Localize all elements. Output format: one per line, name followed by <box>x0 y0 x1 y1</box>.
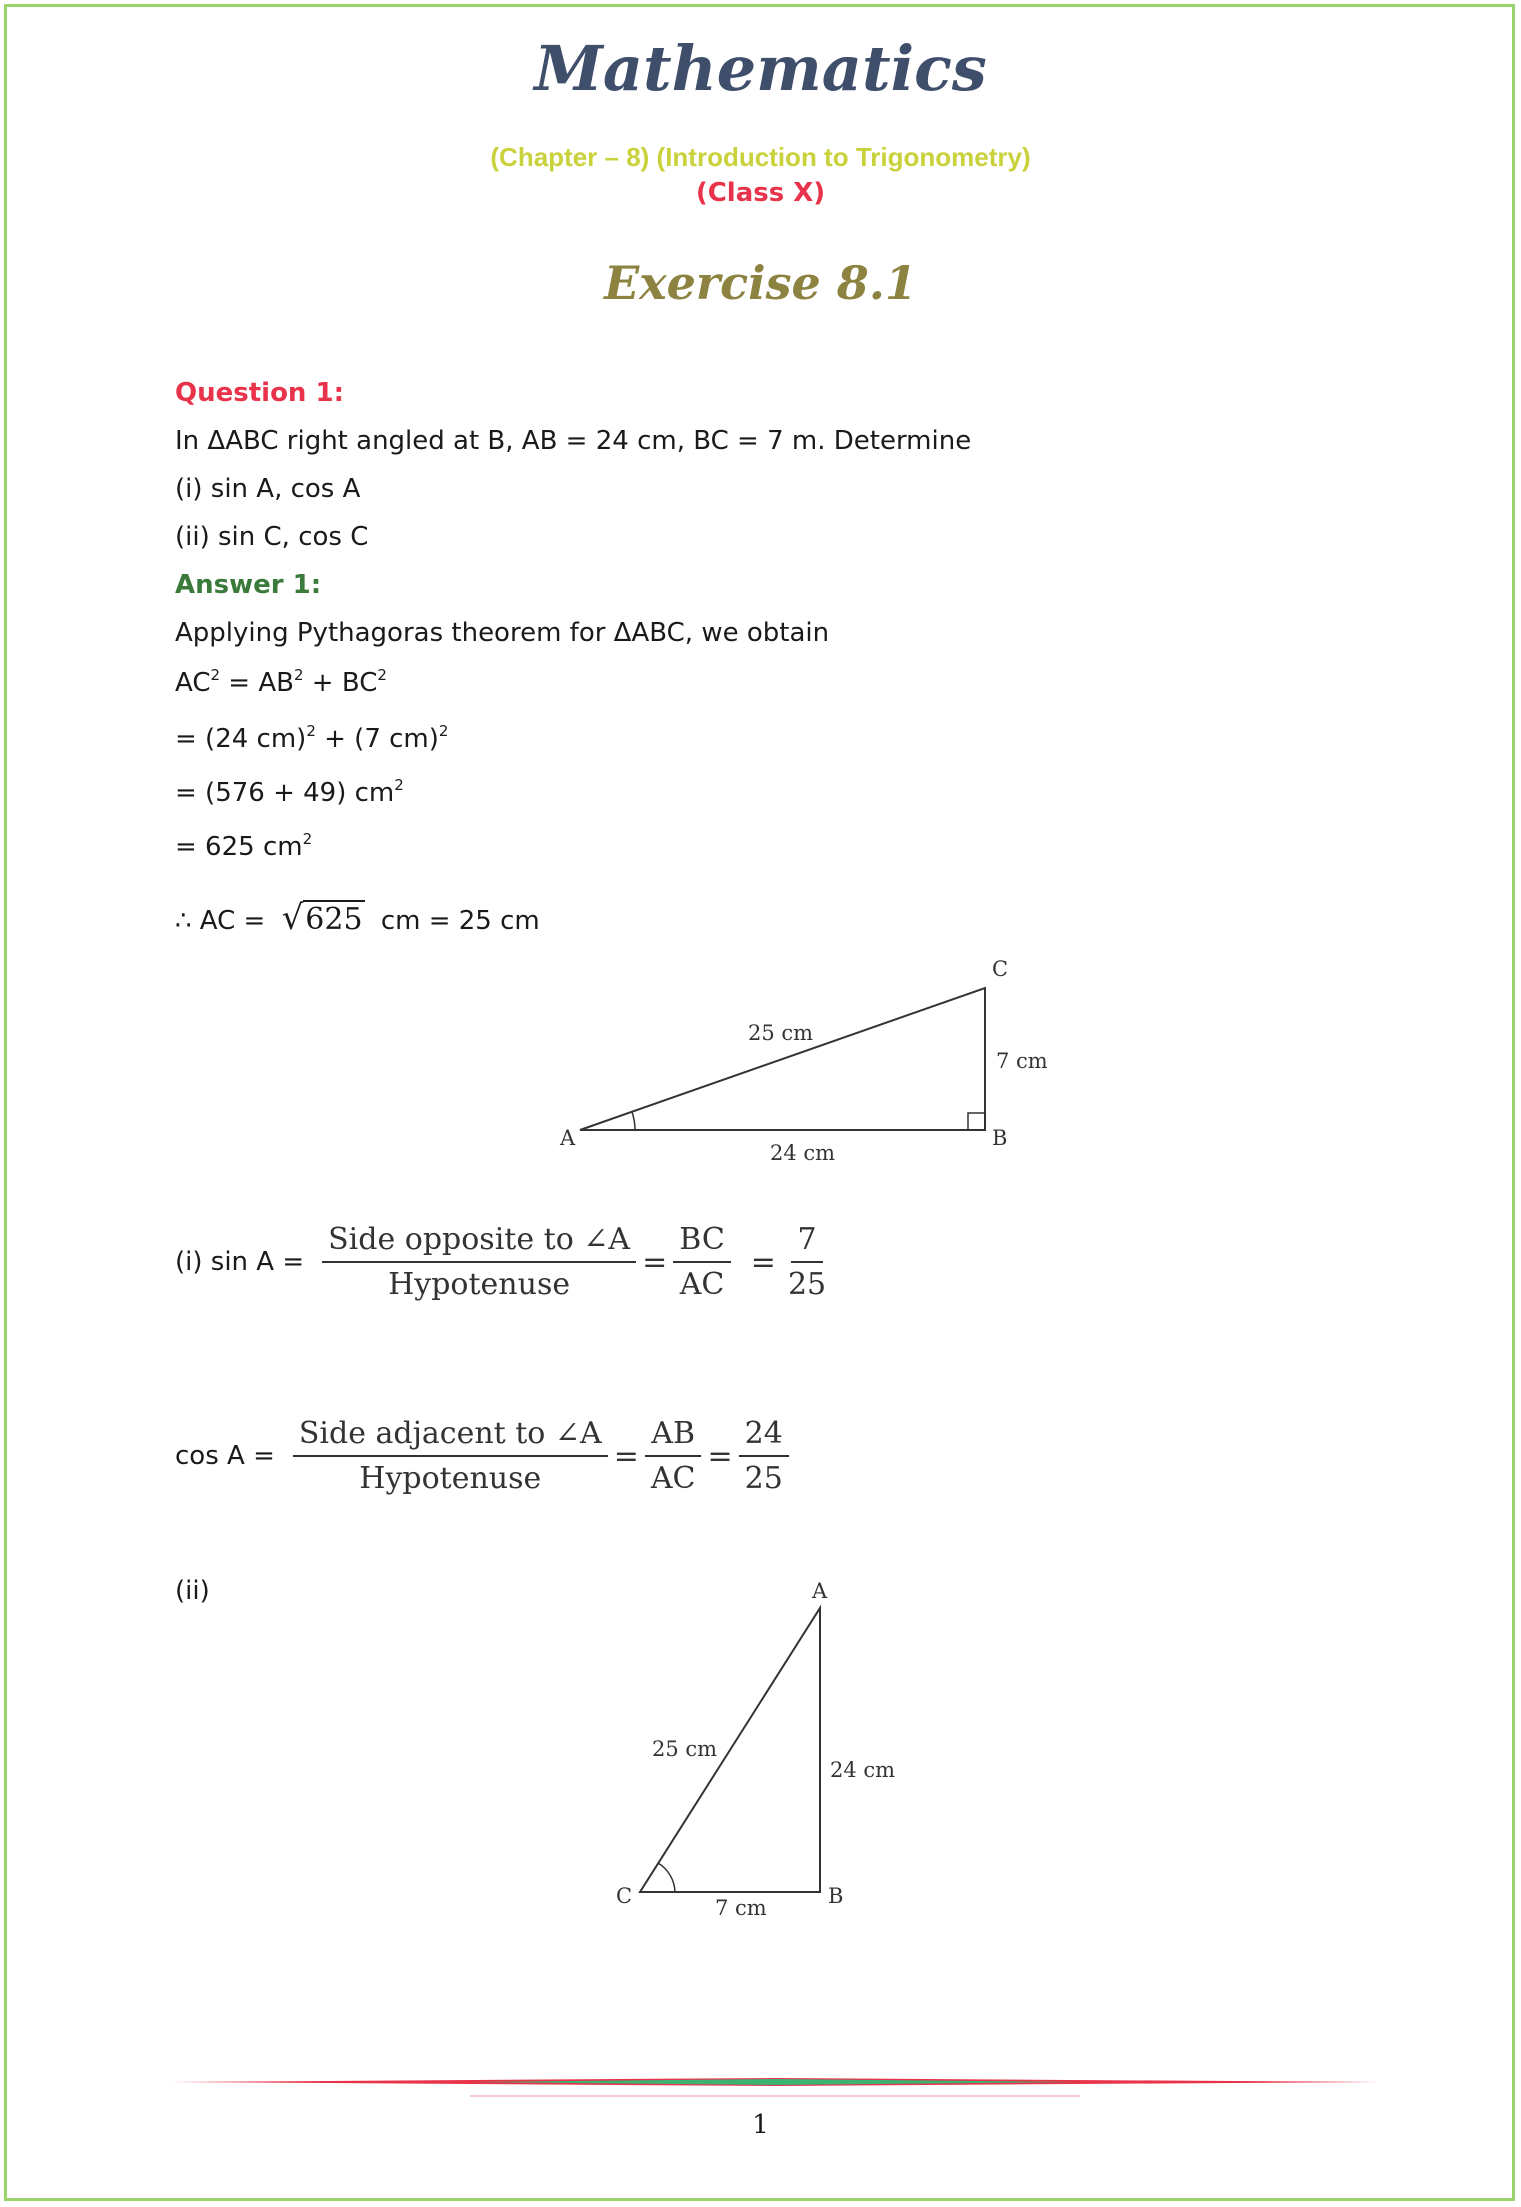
question-part-2: (ii) sin C, cos C <box>175 522 369 552</box>
step-4: = 625 $cm^2$ <box>175 830 313 862</box>
figure1-vertex-a: A <box>560 1126 576 1150</box>
triangle-figure-2 <box>600 1570 920 1920</box>
step-2: = (24 cm)$^2$ + (7 cm)$^2$ <box>175 722 449 754</box>
page-title: Mathematics <box>534 32 987 105</box>
chapter-heading: (Chapter – 8) (Introduction to Trigonometry) <box>490 142 1031 172</box>
figure2-hyp-label: 25 cm <box>652 1737 718 1761</box>
figure2-vertex-a: A <box>812 1579 828 1603</box>
square-root: √625 <box>281 898 363 938</box>
cos-a-fraction-2: $\frac{AB}{AC}$ <box>645 1416 702 1496</box>
figure2-base-label: 7 cm <box>715 1896 767 1920</box>
footer-divider <box>170 2076 1380 2100</box>
exercise-heading: Exercise 8.1 <box>604 256 917 310</box>
page-number: 1 <box>752 2110 769 2140</box>
figure1-hyp-label: 25 cm <box>748 1021 814 1045</box>
cos-a-fraction-1: $\frac{\text{Side adjacent to ∠A}}{\text{Hypotenuse}}$ <box>293 1416 608 1496</box>
answer-intro: Applying Pythagoras theorem for ΔABC, we obtain <box>175 618 830 648</box>
class-heading: (Class X) <box>695 178 826 208</box>
figure1-vertex-b: B <box>992 1126 1008 1150</box>
step-1: $AC^2 = AB^2 + BC^2$ <box>175 666 387 698</box>
sin-a-fraction-2: $\frac{BC}{AC}$ <box>673 1222 731 1302</box>
part-ii-label: (ii) <box>175 1576 210 1606</box>
step-5: ∴ AC = √625 cm = 25 cm <box>175 898 540 938</box>
figure1-base-label: 24 cm <box>770 1141 836 1165</box>
figure2-vertical-label: 24 cm <box>830 1758 896 1782</box>
sin-a-fraction-3: $\frac{7}{25}$ <box>787 1222 827 1302</box>
question-part-1: (i) sin A, cos A <box>175 474 361 504</box>
question-label: Question 1: <box>175 378 344 408</box>
figure2-vertex-b: B <box>828 1884 844 1908</box>
sin-a-equation: (i) sin A = $\frac{\text{Side opposite to ∠A}}{\text{Hypotenuse}}$ = $\frac{BC}{AC}$ = $\frac{7}{25}$ <box>175 1222 832 1302</box>
triangle-figure-1 <box>540 940 1060 1180</box>
figure1-vertical-label: 7 cm <box>996 1049 1048 1073</box>
figure1-vertex-c: C <box>992 957 1009 981</box>
figure2-vertex-c: C <box>616 1884 633 1908</box>
question-text: In ΔABC right angled at B, AB = 24 cm, BC = 7 m. Determine <box>175 426 972 456</box>
answer-label: Answer 1: <box>175 570 322 600</box>
step-3: = (576 + 49) $cm^2$ <box>175 776 404 808</box>
sin-a-fraction-1: $\frac{\text{Side opposite to ∠A}}{\text{Hypotenuse}}$ <box>322 1222 636 1302</box>
cos-a-fraction-3: $\frac{24}{25}$ <box>739 1416 789 1496</box>
cos-a-equation: cos A = $\frac{\text{Side adjacent to ∠A}}{\text{Hypotenuse}}$ = $\frac{AB}{AC}$ = $\frac{24}{25}$ <box>175 1416 789 1496</box>
